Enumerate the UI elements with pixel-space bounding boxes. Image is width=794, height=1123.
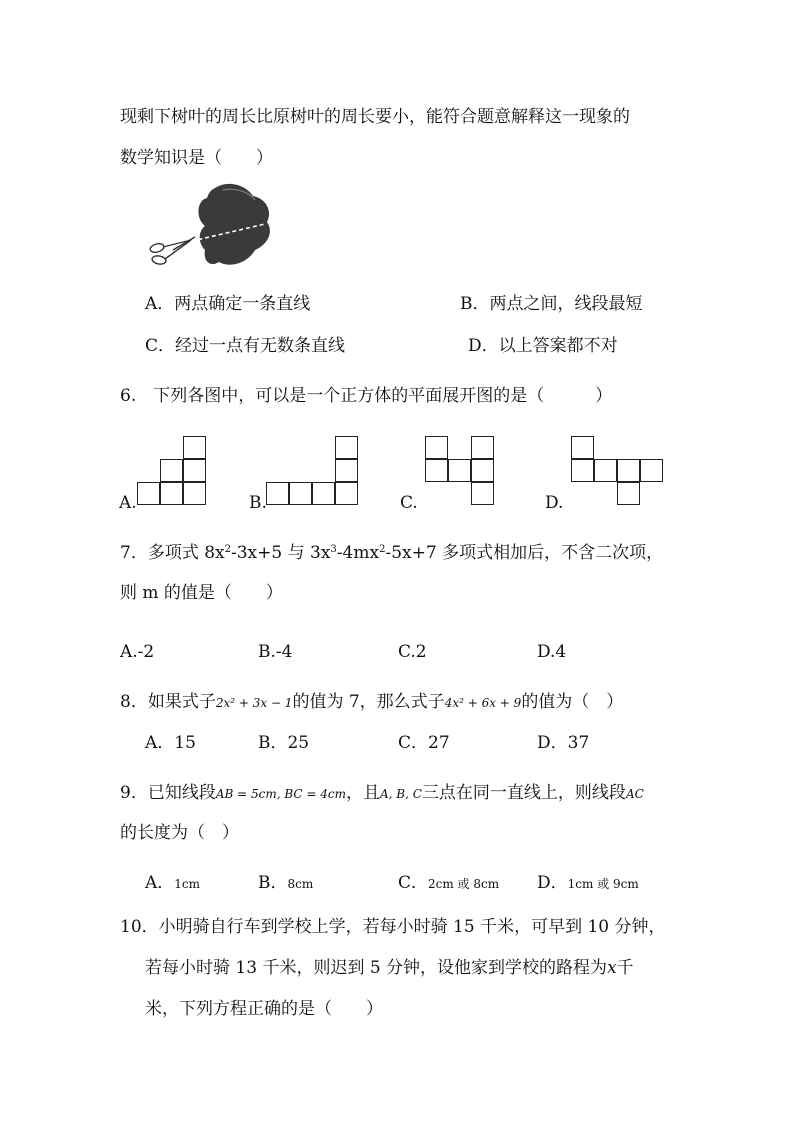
net-figure-b (266, 436, 361, 508)
q6-label-c: C. (400, 493, 418, 513)
net-figure-d (571, 436, 666, 508)
q5-option-b: B．两点之间，线段最短 (460, 294, 643, 314)
q9-stem-line1: 9．已知线段AB = 5cm, BC = 4cm，且A, B, C三点在同一直线上，则线段AC (120, 783, 644, 803)
q10-stem-line2: 若每小时骑 13 千米，则迟到 5 分钟，设他家到学校的路程为x千 (145, 958, 634, 978)
q7-option-a: A.-2 (120, 642, 155, 662)
q6-label-d: D. (545, 493, 564, 513)
q8-option-c: C．27 (398, 733, 450, 753)
q7-stem-line1: 7．多项式 $8x^2-3x+5$ 与 $3x^3-4mx^2-5x+7$ 多项式相加后，不含二次项， (120, 543, 664, 563)
q8-option-b: B．25 (258, 733, 310, 753)
q5-option-c: C．经过一点有无数条直线 (145, 336, 346, 356)
leaf-scissors-figure (143, 180, 283, 280)
q10-stem-line3: 米，下列方程正确的是（ ） (145, 999, 383, 1019)
q10-stem-line1: 10．小明骑自行车到学校上学，若每小时骑 15 千米，可早到 10 分钟， (120, 917, 666, 937)
q8-stem: 8．如果式子2x² + 3x − 1的值为 7，那么式子4x² + 6x + 9的值为（ ） (120, 692, 624, 712)
q5-option-d: D．以上答案都不对 (468, 336, 618, 356)
q9-option-c: C．2cm 或 8cm (398, 873, 500, 893)
q7-option-b: B.-4 (258, 642, 293, 662)
q5-stem-line1: 现剩下树叶的周长比原树叶的周长要小，能符合题意解释这一现象的 (120, 107, 630, 127)
q7-stem-line2: 则 m 的值是（ ） (120, 583, 283, 603)
q7-option-d: D.4 (537, 642, 567, 662)
q9-option-d: D．1cm 或 9cm (537, 873, 639, 893)
net-figure-a (137, 436, 212, 508)
q6-stem: 6. 下列各图中，可以是一个正方体的平面展开图的是（ ） (120, 386, 613, 406)
q6-label-a: A. (119, 493, 137, 513)
net-figure-c (425, 436, 497, 508)
q8-option-d: D．37 (537, 733, 590, 753)
q9-option-a: A．1cm (145, 873, 201, 893)
scissors-icon (149, 237, 195, 265)
q6-label-b: B. (249, 493, 267, 513)
q8-option-a: A．15 (145, 733, 196, 753)
q9-stem-line2: 的长度为（ ） (120, 823, 239, 843)
leaf-shape (198, 184, 269, 265)
q5-stem-line2: 数学知识是（ ） (120, 148, 273, 168)
q5-option-a: A．两点确定一条直线 (145, 294, 311, 314)
q7-option-c: C.2 (398, 642, 427, 662)
q9-option-b: B．8cm (258, 873, 314, 893)
